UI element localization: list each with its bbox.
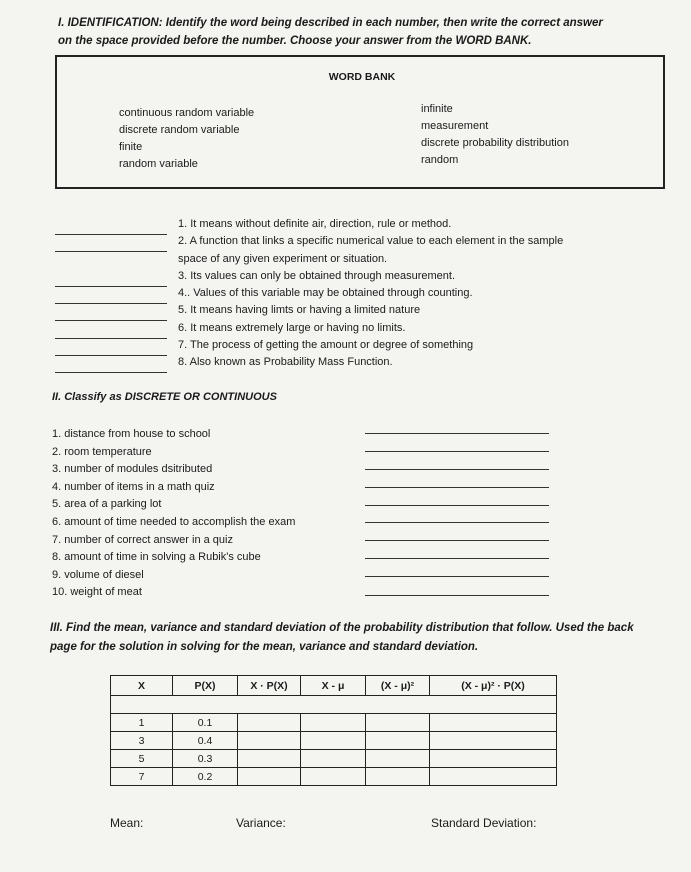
- word-bank-term: discrete probability distribution: [421, 137, 569, 149]
- classify-item: 10. weight of meat: [52, 586, 142, 599]
- table-row: [111, 732, 557, 750]
- p-value: 0.4: [173, 732, 238, 750]
- probability-distribution-table: [110, 675, 557, 786]
- word-bank-term: random variable: [119, 158, 198, 170]
- x-value: 3: [111, 732, 173, 750]
- table-row: [111, 714, 557, 732]
- classify-item: 5. area of a parking lot: [52, 498, 162, 511]
- classify-items: [52, 426, 295, 602]
- answer-blank[interactable]: [55, 303, 167, 304]
- word-bank-term: continuous random variable: [119, 107, 255, 119]
- classify-item: 9. volume of diesel: [52, 568, 144, 581]
- answer-cell[interactable]: [366, 768, 430, 786]
- answer-blank[interactable]: [55, 355, 167, 356]
- answer-cell[interactable]: [301, 768, 366, 786]
- classify-answer-line[interactable]: [365, 469, 549, 470]
- word-bank-left-column: [119, 105, 254, 173]
- table-header: P(X): [173, 676, 238, 696]
- section2-title: II. Classify as DISCRETE OR CONTINUOUS: [52, 391, 277, 403]
- classify-answer-line[interactable]: [365, 522, 549, 523]
- table-header: X · P(X): [238, 676, 301, 696]
- word-bank-title: WORD BANK: [328, 71, 396, 83]
- answer-cell[interactable]: [430, 750, 557, 768]
- answer-cell[interactable]: [238, 732, 301, 750]
- question-item: 1. It means without definite air, direction, rule or method.: [178, 218, 452, 230]
- word-bank-term: measurement: [421, 120, 489, 132]
- classify-answer-line[interactable]: [365, 576, 549, 577]
- question-item: 4.. Values of this variable may be obtained through counting.: [178, 287, 473, 300]
- mean-label: Mean:: [110, 816, 144, 830]
- question-item: 7. The process of getting the amount or degree of something: [178, 339, 474, 352]
- answer-cell[interactable]: [430, 714, 557, 732]
- question-item: 3. Its values can only be obtained through measurement.: [178, 269, 456, 282]
- answer-blank[interactable]: [55, 320, 167, 321]
- answer-cell[interactable]: [366, 714, 430, 732]
- word-bank-box: [55, 55, 665, 189]
- answer-blank[interactable]: [55, 338, 167, 339]
- x-value: 5: [111, 750, 173, 768]
- table-header: X: [111, 676, 173, 696]
- table-header: (X - μ)²: [366, 676, 430, 696]
- classify-item: 4. number of items in a math quiz: [52, 480, 215, 493]
- classify-item: 1. distance from house to school: [52, 428, 211, 440]
- table-header: (X - μ)² · P(X): [430, 676, 557, 696]
- classify-answer-line[interactable]: [365, 451, 549, 452]
- variance-label: Variance:: [236, 816, 286, 830]
- answer-blank[interactable]: [55, 372, 167, 373]
- x-value: 1: [111, 714, 173, 732]
- classify-answer-line[interactable]: [365, 595, 549, 596]
- answer-cell[interactable]: [430, 732, 557, 750]
- question-item: 8. Also known as Probability Mass Function.: [178, 356, 393, 369]
- p-value: 0.3: [173, 750, 238, 768]
- classify-answer-line[interactable]: [365, 433, 549, 434]
- p-value: 0.1: [173, 714, 238, 732]
- classify-item: 2. room temperature: [52, 445, 152, 458]
- word-bank-term: discrete random variable: [119, 124, 240, 136]
- answer-blank[interactable]: [55, 286, 167, 287]
- x-value: 7: [111, 768, 173, 786]
- section1-instruction: I. IDENTIFICATION: Identify the word being described in each number, then write the correct answer on the space provided before the number. Choose your answer from the WORD BANK.: [58, 17, 603, 47]
- answer-cell[interactable]: [301, 732, 366, 750]
- answer-cell[interactable]: [366, 750, 430, 768]
- word-bank-right-column: [421, 101, 569, 169]
- identification-questions: [178, 216, 638, 372]
- answer-cell[interactable]: [366, 732, 430, 750]
- classify-item: 7. number of correct answer in a quiz: [52, 533, 233, 546]
- question-item: 2. A function that links a specific numerical value to each element in the sample: [178, 235, 564, 248]
- answer-blank[interactable]: [55, 251, 167, 252]
- word-bank-term: random: [421, 154, 459, 166]
- p-value: 0.2: [173, 768, 238, 786]
- classify-item: 6. amount of time needed to accomplish the exam: [52, 515, 296, 528]
- question-item: 6. It means extremely large or having no limits.: [178, 321, 406, 334]
- classify-answer-line[interactable]: [365, 540, 549, 541]
- question-item: 5. It means having limts or having a limited nature: [178, 304, 421, 317]
- answer-cell[interactable]: [238, 750, 301, 768]
- question-item: space of any given experiment or situation.: [178, 252, 388, 265]
- answer-blank[interactable]: [55, 234, 167, 235]
- answer-cell[interactable]: [301, 714, 366, 732]
- classify-answer-line[interactable]: [365, 505, 549, 506]
- table-spacer-row: [111, 696, 557, 714]
- table-row: [111, 750, 557, 768]
- table-row: [111, 768, 557, 786]
- classify-item: 3. number of modules dsitributed: [52, 463, 213, 476]
- classify-answer-line[interactable]: [365, 487, 549, 488]
- answer-cell[interactable]: [238, 714, 301, 732]
- word-bank-term: infinite: [421, 103, 453, 115]
- table-header: X - μ: [301, 676, 366, 696]
- classify-item: 8. amount of time in solving a Rubik's cube: [52, 551, 261, 564]
- answer-cell[interactable]: [238, 768, 301, 786]
- section3-instruction: III. Find the mean, variance and standard deviation of the probability distribution that follow. Used the back page for the solution in solving for the mean, variance and standard deviation.: [50, 622, 634, 653]
- classify-answer-line[interactable]: [365, 558, 549, 559]
- standard-deviation-label: Standard Deviation:: [431, 816, 537, 830]
- answer-cell[interactable]: [430, 768, 557, 786]
- word-bank-term: finite: [119, 141, 143, 153]
- answer-cell[interactable]: [301, 750, 366, 768]
